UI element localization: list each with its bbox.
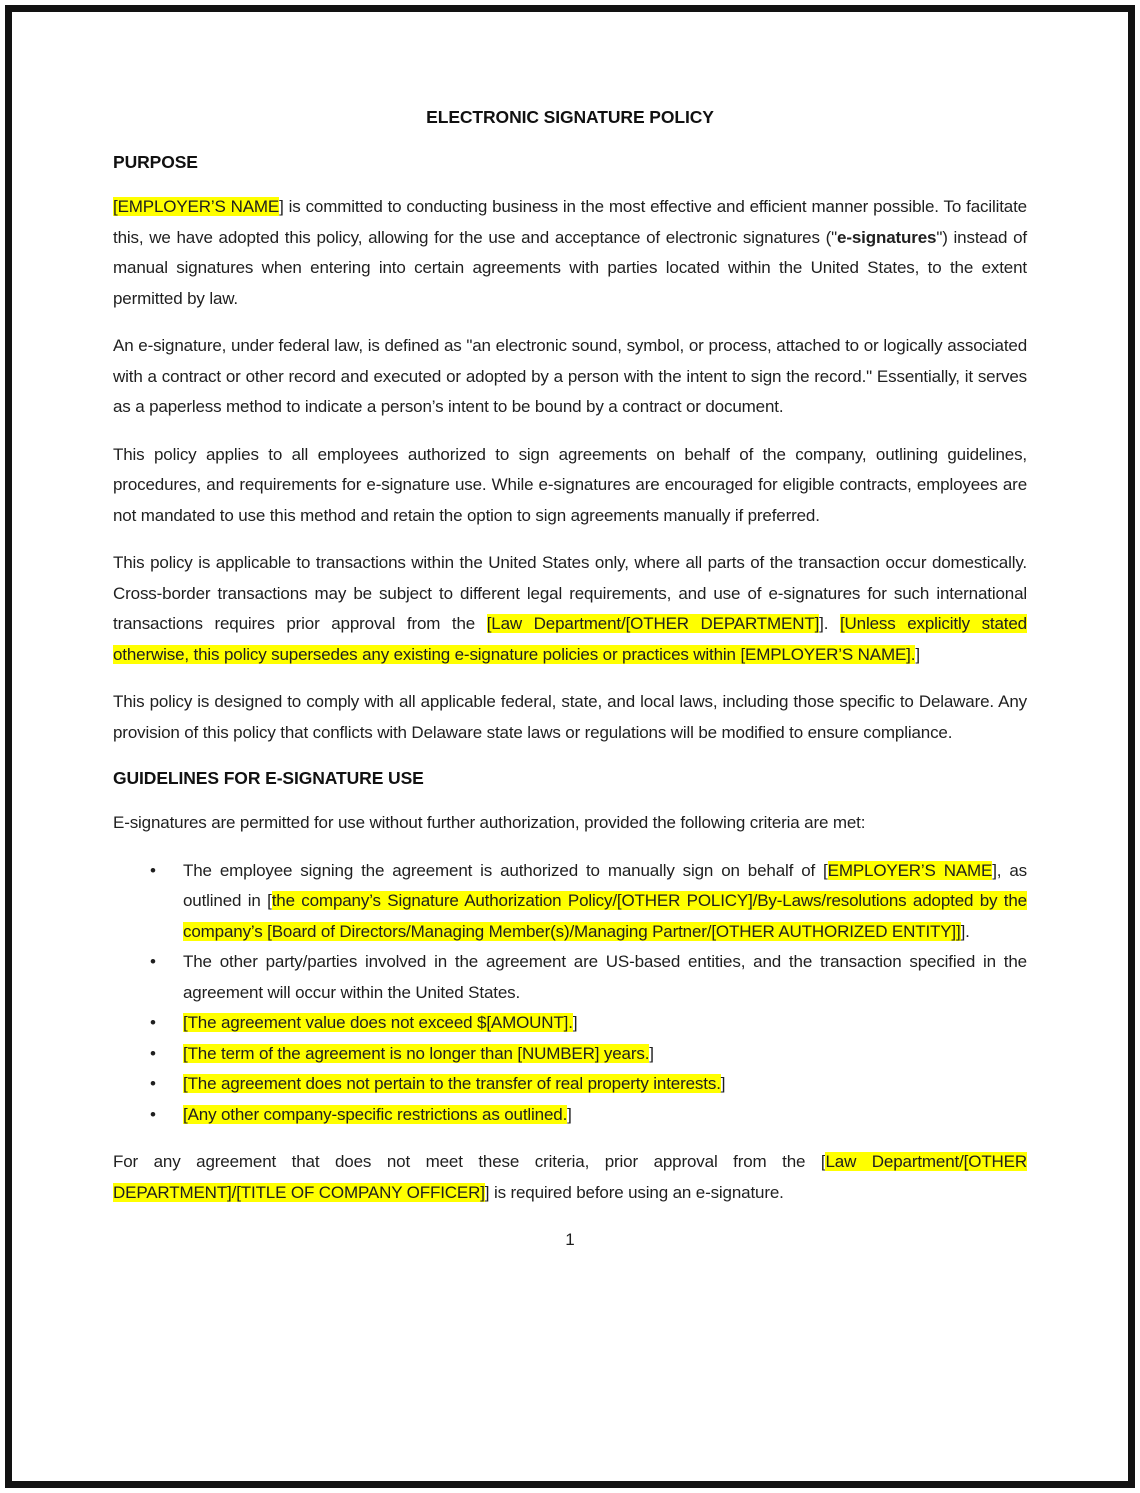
text-run: ]. (960, 921, 970, 941)
highlighted-text: [The term of the agreement is no longer than [NUMBER] years. (183, 1043, 650, 1063)
highlighted-text: [The agreement does not pertain to the transfer of real property interests. (183, 1074, 721, 1093)
text-run: GUIDELINES FOR E-SIGNATURE USE (113, 768, 424, 788)
highlighted-text: [Any other company-specific restrictions as outlined. (183, 1104, 568, 1124)
text-run: ], as outlined in [ (183, 860, 1028, 910)
paragraph (113, 808, 1027, 839)
highlighted-text: [EMPLOYER’S NAME (113, 197, 280, 216)
text-run: ] is committed to conducting business in the most effective and efficient manner possible. To facilitate this, we have adopted this policy, allowing for the use and acceptance of electronic signatures (" (113, 197, 1027, 247)
text-run: This policy applies to all employees authorized to sign agreements on behalf of the company, outlining guidelines, procedures, and requirements for e-signature use. While e-signatures are encouraged for eligible contracts, employees are not mandated to use this method and retain the option to sign agreements manually if preferred. (113, 444, 1027, 525)
text-run: ] (572, 1013, 578, 1032)
document-content (113, 149, 1027, 1208)
text-run: ] (567, 1104, 572, 1124)
list-item (113, 947, 1027, 1008)
text-run: ") instead of manual signatures when entering into certain agreements with parties located within the United States, to the extent permitted by law. (113, 227, 1027, 308)
text-run: This policy is applicable to transactions within the United States only, where all parts of the transaction occur domestically. Cross-border transactions may be subject to different legal requirements, and use of e-signatures for such international transactions requires prior approval from the (113, 553, 1027, 633)
section-heading (113, 149, 1027, 175)
document-page (113, 104, 1027, 1493)
text-run: For any agreement that does not meet these criteria, prior approval from the [ (113, 1152, 826, 1171)
paragraph (113, 331, 1027, 423)
section-heading (113, 765, 1027, 791)
highlighted-text: [Law Department/[OTHER DEPARTMENT] (486, 614, 820, 633)
text-run: The employee signing the agreement is authorized to manually sign on behalf of [ (183, 860, 828, 880)
paragraph (113, 1147, 1027, 1208)
paragraph (113, 440, 1027, 532)
text-run: This policy is designed to comply with all applicable federal, state, and local laws, including those specific to Delaware. Any provision of this policy that conflicts with Delaware state laws or regulations will be modified to ensure compliance. (113, 692, 1027, 742)
text-run: PURPOSE (113, 152, 198, 172)
text-run: ] (720, 1074, 726, 1093)
page-number: 1 (565, 1230, 575, 1249)
paragraph (113, 192, 1027, 314)
list-item (113, 1100, 1027, 1131)
highlighted-text: the company’s Signature Authorization Policy/[OTHER POLICY]/By-Laws/resolutions adopted by the company’s [Board of Directors/Managing Member(s)/Managing Partner/[OTHER AUTHORIZED ENTITY]] (183, 891, 1027, 941)
paragraph (113, 687, 1027, 748)
text-run: e-signatures (837, 227, 937, 247)
paragraph (113, 548, 1027, 670)
document-title: ELECTRONIC SIGNATURE POLICY (426, 107, 714, 127)
text-run: The other party/parties involved in the agreement are US-based entities, and the transaction specified in the agreement will occur within the United States. (183, 952, 1027, 1002)
highlighted-text: [The agreement value does not exceed $[AMOUNT]. (183, 1013, 573, 1032)
bullet-list (113, 856, 1027, 1131)
list-item (113, 856, 1027, 948)
highlighted-text: EMPLOYER’S NAME (827, 860, 993, 880)
text-run: ] (915, 644, 920, 664)
highlighted-text: [Unless explicitly stated otherwise, this policy supersedes any existing e-signature policies or practices within [EMPLOYER’S NAME]. (113, 614, 1027, 664)
text-run: ]. (819, 614, 840, 633)
text-run: ] is required before using an e-signature. (484, 1182, 784, 1202)
list-item (113, 1008, 1027, 1039)
text-run: An e-signature, under federal law, is defined as "an electronic sound, symbol, or process, attached to or logically associated with a contract or other record and executed or adopted by a person with the intent to sign the record." Essentially, it serves as a paperless method to indicate a person’s intent to be bound by a contract or document. (113, 336, 1027, 416)
list-item (113, 1069, 1027, 1100)
text-run: ] (649, 1043, 654, 1063)
list-item (113, 1039, 1027, 1070)
text-run: E-signatures are permitted for use without further authorization, provided the following criteria are met: (113, 813, 866, 832)
highlighted-text: Law Department/[OTHER DEPARTMENT]/[TITLE OF COMPANY OFFICER] (113, 1152, 1027, 1202)
